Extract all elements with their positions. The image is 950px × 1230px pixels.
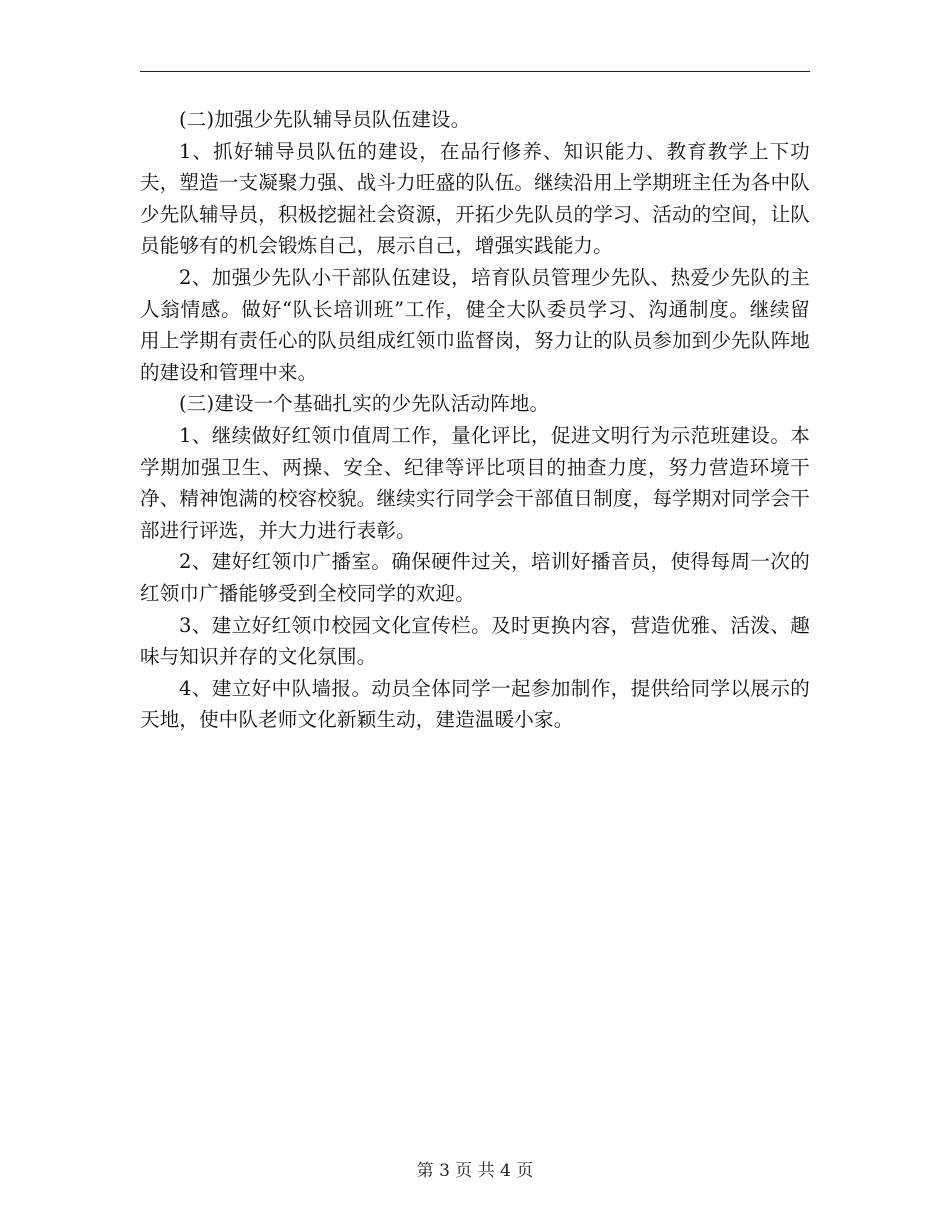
paragraph: 2、加强少先队小干部队伍建设，培育队员管理少先队、热爱少先队的主人翁情感。做好“队长培训班”工作，健全大队委员学习、沟通制度。继续留用上学期有责任心的队员组成红领巾监督岗，努力让的队员参加到少先队阵地的建设和管理中来。	[140, 265, 810, 384]
paragraph: 1、抓好辅导员队伍的建设，在品行修养、知识能力、教育教学上下功夫，塑造一支凝聚力强、战斗力旺盛的队伍。继续沿用上学期班主任为各中队少先队辅导员，积极挖掘社会资源，开拓少先队员的学习、活动的空间，让队员能够有的机会锻炼自己，展示自己，增强实践能力。	[140, 139, 810, 258]
header-rule	[140, 71, 810, 72]
paragraph: 3、建立好红领巾校园文化宣传栏。及时更换内容，营造优雅、活泼、趣味与知识并存的文化氛围。	[140, 613, 810, 669]
paragraph: 4、建立好中队墙报。动员全体同学一起参加制作，提供给同学以展示的天地，使中队老师文化新颖生动，建造温暖小家。	[140, 676, 810, 732]
section-heading-3: (三)建设一个基础扎实的少先队活动阵地。	[179, 392, 550, 416]
page-number-footer: 第 3 页 共 4 页	[416, 1161, 534, 1181]
paragraph: 2、建好红领巾广播室。确保硬件过关，培训好播音员，使得每周一次的红领巾广播能够受到全校同学的欢迎。	[140, 550, 810, 605]
document-body	[140, 104, 810, 736]
section-heading-2: (二)加强少先队辅导员队伍建设。	[179, 108, 471, 131]
paragraph: 1、继续做好红领巾值周工作，量化评比，促进文明行为示范班建设。本学期加强卫生、两操、安全、纪律等评比项目的抽查力度，努力营造环境干净、精神饱满的校容校貌。继续实行同学会干部值日制度，每学期对同学会干部进行评选，并大力进行表彰。	[140, 423, 810, 542]
